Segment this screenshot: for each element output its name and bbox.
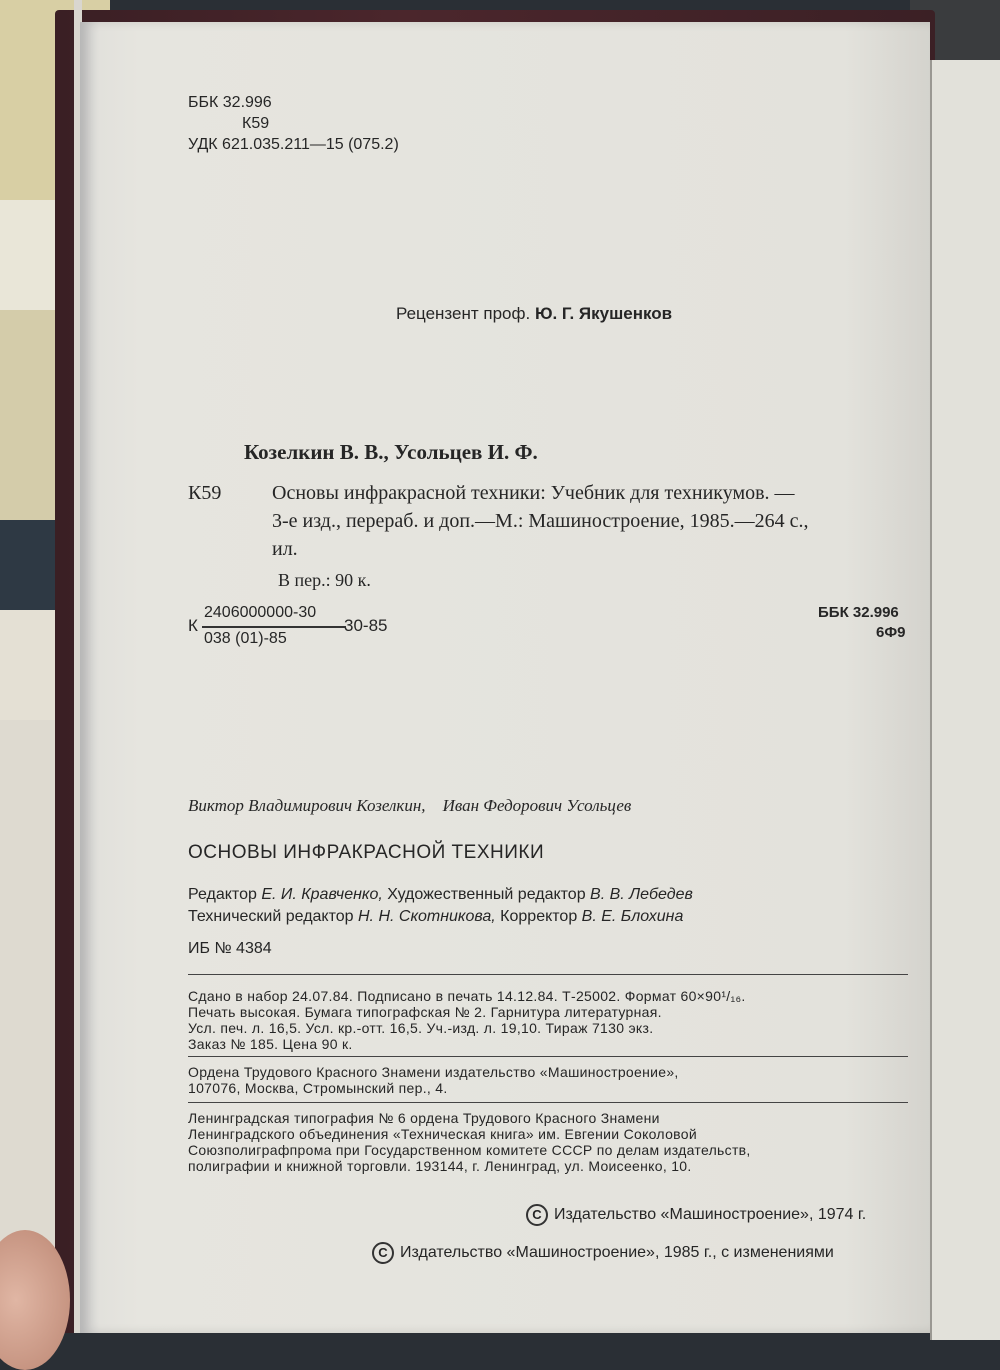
catalog-code: К59 — [188, 482, 222, 504]
publisher-line-2: 107076, Москва, Стромынский пер., 4. — [188, 1080, 448, 1096]
reviewer-line — [396, 304, 672, 324]
catalog-description-1: Основы инфракрасной техники: Учебник для техникумов. — — [272, 482, 795, 504]
catalog-description-3: ил. — [272, 538, 298, 560]
catalog-price: В пер.: 90 к. — [278, 570, 371, 590]
editors-line-2 — [188, 908, 683, 926]
imprint-authors — [188, 796, 631, 816]
copyright-1975 — [526, 1204, 866, 1226]
catalog-authors: Козелкин В. В., Усольцев И. Ф. — [244, 440, 538, 464]
copyright-text-2: Издательство «Машиностроение», 1985 г., с изменениями — [400, 1244, 834, 1262]
ib-number: ИБ № 4384 — [188, 940, 272, 957]
reviewer-name: Ю. Г. Якушенков — [534, 304, 673, 323]
printer-line-3: Союзполиграфпрома при Государственном комитете СССР по делам издательств, — [188, 1142, 751, 1158]
tech-editor-label: Технический редактор — [188, 908, 358, 925]
index-k: К — [188, 616, 198, 635]
copyright-text-1: Издательство «Машиностроение», 1974 г. — [554, 1206, 867, 1224]
author-full-2: Иван Федорович Усольцев — [442, 796, 632, 815]
art-editor-name: В. В. Лебедев — [590, 886, 693, 903]
divider — [188, 1102, 908, 1103]
bbk-code: ББК 32.996 — [188, 94, 272, 111]
copyright-icon: C — [526, 1204, 548, 1226]
printer-line-4: полиграфии и книжной торговли. 193144, г. Ленинград, ул. Моисеенко, 10. — [188, 1158, 692, 1174]
tech-editor-name: Н. Н. Скотникова, — [358, 908, 496, 925]
editor-name: Е. И. Кравченко, — [261, 886, 383, 903]
print-line-1: Сдано в набор 24.07.84. Подписано в печать 14.12.84. Т-25002. Формат 60×90¹/₁₆. — [188, 988, 746, 1004]
opposite-page — [930, 60, 1000, 1340]
printer-line-1: Ленинградская типография № 6 ордена Трудового Красного Знамени — [188, 1110, 660, 1126]
print-line-2: Печать высокая. Бумага типографская № 2. Гарнитура литературная. — [188, 1004, 662, 1020]
printer-line-2: Ленинградского объединения «Техническая книга» им. Евгении Соколовой — [188, 1126, 697, 1142]
publisher-line-1: Ордена Трудового Красного Знамени издательство «Машиностроение», — [188, 1064, 679, 1080]
editors-line-1 — [188, 886, 693, 904]
bbk-right: ББК 32.996 — [818, 604, 899, 621]
copyright-icon: C — [372, 1242, 394, 1264]
index-denominator: 038 (01)-85 — [204, 630, 287, 647]
book-page — [80, 22, 930, 1333]
editor-label: Редактор — [188, 886, 262, 903]
author-sign: К59 — [242, 115, 270, 132]
imprint-title: ОСНОВЫ ИНФРАКРАСНОЙ ТЕХНИКИ — [188, 842, 545, 863]
bbk-right-sub: 6Ф9 — [876, 624, 906, 641]
reviewer-label: Рецензент проф. — [396, 304, 531, 323]
udk-code: УДК 621.035.211—15 (075.2) — [188, 136, 399, 153]
index-suffix: 30-85 — [344, 616, 388, 635]
print-line-3: Усл. печ. л. 16,5. Усл. кр.-отт. 16,5. Уч.-изд. л. 19,10. Тираж 7130 экз. — [188, 1020, 654, 1036]
copyright-1985 — [372, 1242, 834, 1264]
print-line-4: Заказ № 185. Цена 90 к. — [188, 1036, 353, 1052]
catalog-description-2: 3-е изд., перераб. и доп.—М.: Машиностроение, 1985.—264 с., — [272, 510, 809, 532]
corrector-label: Корректор — [495, 908, 582, 925]
index-numerator: 2406000000-30 — [204, 604, 317, 621]
corrector-name: В. Е. Блохина — [581, 908, 684, 925]
divider — [188, 1056, 908, 1057]
fraction-line — [202, 626, 346, 628]
art-editor-label: Художественный редактор — [382, 886, 591, 903]
divider — [188, 974, 908, 975]
author-full-1: Виктор Владимирович Козелкин, — [188, 796, 426, 815]
